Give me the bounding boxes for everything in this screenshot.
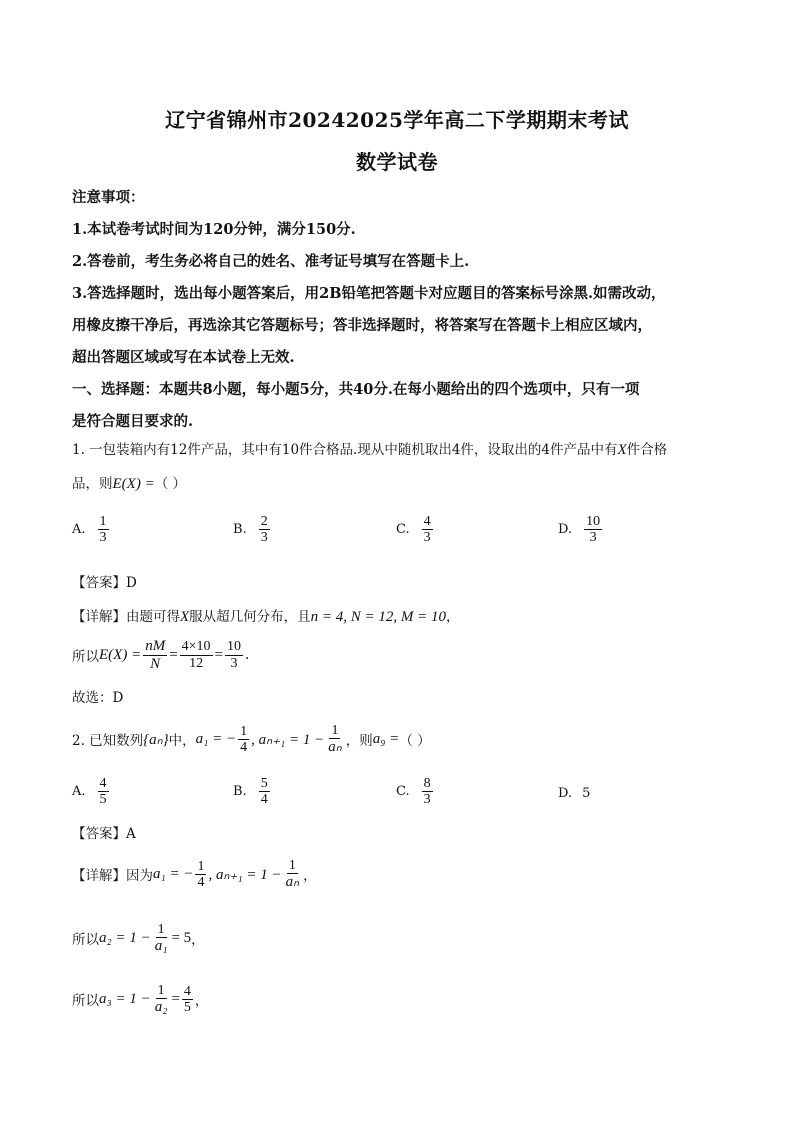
fraction: $\frac{1}{\text{a₂}}$ bbox=[154, 983, 168, 1016]
section-heading-line1: 一、选择题：本题共8小题，每小题5分，共40分.在每小题给出的四个选项中，只有一项 bbox=[72, 381, 640, 398]
q2-step-a2: 所以 a₂ = 1 − $\frac{1}{\text{a₁}}$ = 5 ， bbox=[72, 922, 205, 955]
q2-detail: 【详解】因为 a₁ = − $\frac{1}{4}$ , aₙ₊₁ = 1 − $\frac{1}{\text{aₙ}}$ ， bbox=[72, 858, 317, 891]
q2-option-c: C. $\frac{8}{3}$ bbox=[396, 776, 431, 808]
fraction: $\frac{4}{5}$ bbox=[99, 776, 107, 808]
question-2: 2. 已知数列 {aₙ} 中， a₁ = − $\frac{1}{4}$ , aₙ₊₁ = 1 − $\frac{1}{\text{aₙ}}$ ，则 a₉ = （ ） bbox=[72, 723, 431, 756]
fraction: $\frac{2}{3}$ bbox=[260, 514, 268, 546]
fraction: $\frac{1}{3}$ bbox=[99, 514, 107, 546]
fraction: $\frac{4}{5}$ bbox=[183, 983, 191, 1015]
variable-x: X bbox=[617, 442, 627, 458]
fraction: $\frac{1}{\text{aₙ}}$ bbox=[285, 858, 300, 891]
q1-choose: 故选：D bbox=[72, 690, 124, 706]
notice-item-3-line2: 用橡皮擦干净后，再选涂其它答题标号；答非选择题时，将答案写在答题卡上相应区域内， bbox=[72, 317, 652, 334]
fraction: $\frac{1}{4}$ bbox=[240, 723, 248, 755]
expectation-expr: E(X) = bbox=[112, 476, 155, 492]
fraction: $\frac{4}{3}$ bbox=[423, 514, 431, 546]
fraction: $\frac{8}{3}$ bbox=[423, 776, 431, 808]
fraction: $\frac{4\times 10}{12}$ bbox=[181, 639, 211, 671]
q1-option-b: B. $\frac{2}{3}$ bbox=[233, 514, 268, 546]
fraction: $\frac{1}{4}$ bbox=[197, 858, 205, 890]
q1-option-d: D. $\frac{10}{3}$ bbox=[558, 514, 601, 546]
q1-answer: 【答案】D bbox=[72, 575, 137, 591]
section-heading-line2: 是符合题目要求的. bbox=[72, 413, 194, 430]
notice-item-2: 2.答卷前，考生务必将自己的姓名、准考证号填写在答题卡上. bbox=[72, 253, 470, 270]
q2-step-a3: 所以 a₃ = 1 − $\frac{1}{\text{a₂}}$ = $\frac{4}{5}$ ， bbox=[72, 983, 209, 1016]
q1-option-c: C. $\frac{4}{3}$ bbox=[396, 514, 431, 546]
fraction: $\frac{10}{3}$ bbox=[227, 639, 242, 671]
fraction: $\frac{1}{\text{a₁}}$ bbox=[154, 922, 168, 955]
question-1-line1: 1. 一包装箱内有12件产品，其中有10件合格品.现从中随机取出4件，设取出的4件产品中有X件合格 bbox=[72, 442, 668, 458]
question-1-line2: 品，则E(X) =（ ） bbox=[72, 476, 186, 492]
exam-subtitle: 数学试卷 bbox=[356, 150, 438, 174]
notice-heading: 注意事项： bbox=[72, 189, 145, 206]
fraction: $\frac{1}{\text{aₙ}}$ bbox=[328, 723, 342, 756]
notice-item-3-line1: 3.答选择题时，选出每小题答案后，用2B铅笔把答题卡对应题目的答案标号涂黑.如需改动， bbox=[72, 285, 666, 302]
q1-detail: 【详解】由题可得X服从超几何分布，且n = 4, N = 12, M = 10， bbox=[72, 609, 460, 625]
q2-option-b: B. $\frac{5}{4}$ bbox=[233, 776, 268, 808]
fraction: $\frac{5}{4}$ bbox=[260, 776, 268, 808]
q2-option-d: D. 5 bbox=[558, 786, 591, 801]
q2-answer: 【答案】A bbox=[72, 826, 136, 842]
q2-option-a: A. $\frac{4}{5}$ bbox=[72, 776, 107, 808]
q1-option-a: A. $\frac{1}{3}$ bbox=[72, 514, 107, 546]
fraction: $\frac{nM}{N}$ bbox=[145, 638, 166, 672]
q1-derivation: 所以 E(X) = $\frac{nM}{N}$ = $\frac{4\times 10}{12}$ = $\frac{10}{3}$ . bbox=[72, 638, 250, 672]
exam-title: 辽宁省锦州市20242025学年高二下学期期末考试 bbox=[165, 108, 629, 132]
fraction: $\frac{10}{3}$ bbox=[586, 514, 601, 546]
notice-item-1: 1.本试卷考试时间为120分钟，满分150分. bbox=[72, 221, 356, 238]
notice-item-3-line3: 超出答题区域或写在本试卷上无效. bbox=[72, 349, 295, 366]
